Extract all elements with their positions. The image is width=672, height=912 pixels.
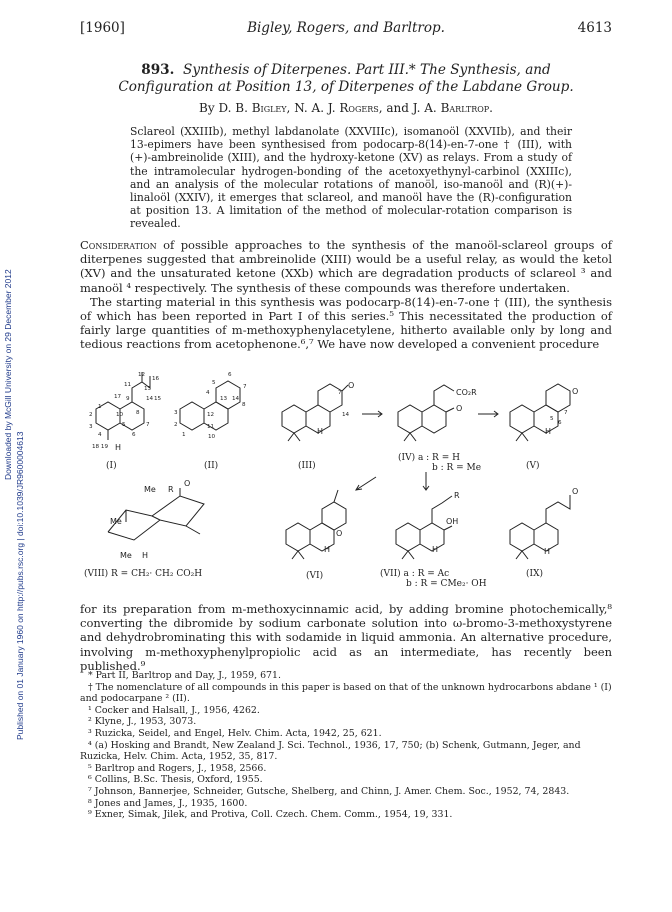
- locant: 3: [174, 410, 178, 416]
- paragraph-3: for its preparation from m-methoxycinnamic acid, by adding bromine photochemically,⁸ converting the dibromide by sodium carbonate solution into ω-bromo-3-methoxystyrene and dehydrobrominating this with sodamide in liquid ammonia. An alternative procedure, involving m-methoxyphenylpropiolic acid as an intermediate, has recently been published.⁹: [80, 602, 612, 673]
- atom-O-III: O: [348, 381, 355, 390]
- abstract: Sclareol (XXIIIb), methyl labdanolate (XXVIIIc), isomanoöl (XXVIIb), and their 13-epimers have been synthesised from podocarp-8(14)-en-7-one † (III), with (+)-ambreinolide (XIII), and the hydroxy-ketone (XV) as relays. From a study of the intramolecular hydrogen-bonding of the acetoxyethynyl-carbinol (XXIIIc), and an analysis of the molecular rotations of manoöl, iso-manoöl and (R)(+)-linaloöl (XXIV), it emerges that sclareol, and manoöl have the (R)-configuration at position 13. A limitation of the method of molecular-rotation comparison is revealed.: [130, 125, 572, 231]
- atom-Me-VIII-2: Me: [110, 517, 122, 526]
- structure-scheme: [80, 364, 612, 586]
- and-word: and: [386, 101, 409, 115]
- footnote: ⁹ Exner, Simak, Jilek, and Protiva, Coll. Czech. Chem. Comm., 1954, 19, 331.: [88, 809, 453, 821]
- atom-R-VIII: R: [168, 485, 174, 494]
- paragraph-1-lead: Consideration: [80, 238, 157, 252]
- locant: 8: [136, 410, 140, 416]
- locant: 10: [208, 434, 216, 440]
- label-IV-b: b : R = Me: [432, 463, 482, 473]
- locant: 12: [138, 372, 146, 378]
- locant: 7: [243, 384, 247, 390]
- atom-H-I: H: [115, 443, 122, 452]
- locant: 8: [242, 402, 246, 408]
- paragraph-2: The starting material in this synthesis was podocarp-8(14)-en-7-one † (III), the synthesis of which has been reported in Part I of this series.⁵ This necessitated the production of fairly large quantities of m-methoxyphenylacetylene, hitherto available only by long and tedious reactions from acetophenone.⁶,⁷ We have now developed a convenient procedure: [80, 294, 612, 352]
- locant: 6: [228, 372, 232, 378]
- locant: 14: [342, 412, 350, 418]
- author-2: Rogers: [339, 101, 379, 115]
- locant: 11: [124, 382, 132, 388]
- title-line-2: Configuration at Position 13, of Diterpenes of the Labdane Group.: [118, 79, 574, 95]
- label-IV-a: (IV) a : R = H: [398, 453, 460, 463]
- header-authors: Bigley, Rogers, and Barltrop.: [247, 20, 445, 36]
- footnotes: [80, 670, 612, 821]
- article-number: 893.: [141, 62, 175, 78]
- locant: 16: [152, 376, 160, 382]
- running-header: [80, 20, 612, 36]
- footnote: ² Klyne, J., 1953, 3073.: [88, 716, 197, 728]
- locant: 10: [116, 412, 124, 418]
- footnote: ⁷ Johnson, Bannerjee, Schneider, Gutsche, Shelberg, and Chinn, J. Amer. Chem. Soc., 1952, 74, 2843.: [88, 785, 570, 797]
- locant: 6: [558, 420, 562, 426]
- author-3-initials: J. A.: [412, 101, 437, 115]
- atom-Me-VIII: Me: [144, 485, 156, 494]
- article-title: [80, 62, 612, 96]
- locant: 11: [207, 424, 215, 430]
- label-I: (I): [106, 461, 117, 471]
- locant: 9: [126, 396, 130, 402]
- author-1: Bigley: [251, 101, 287, 115]
- atom-O-VI: O: [336, 529, 343, 538]
- atom-O-VIII: O: [184, 479, 191, 488]
- author-1-initials: D. B.: [218, 101, 248, 115]
- locant: 1: [182, 432, 186, 438]
- atom-H-VII: H: [432, 545, 439, 554]
- locant: 5: [550, 416, 554, 422]
- footnote: † The nomenclature of all compounds in this paper is based on that of the unknown hydrocarbons abdane ¹ (I) and podocarpane ² (II).: [80, 681, 612, 705]
- locant: 14: [146, 396, 154, 402]
- footnote: ⁸ Jones and James, J., 1935, 1600.: [88, 797, 248, 809]
- locant: 5: [122, 422, 126, 428]
- atom-O-IV: O: [456, 404, 463, 413]
- locant: 2: [89, 412, 93, 418]
- locant: 1: [98, 404, 102, 410]
- by-word: By: [199, 101, 215, 115]
- atom-O-IX: O: [572, 487, 579, 496]
- author-3: Barltrop.: [440, 101, 493, 115]
- atom-H-III: H: [317, 427, 324, 436]
- atom-OH-VII: OH: [446, 517, 459, 526]
- locant: 4: [206, 390, 210, 396]
- footnote: ¹ Cocker and Halsall, J., 1956, 4262.: [88, 704, 260, 716]
- structure-II: [180, 381, 240, 430]
- label-VII-a: (VII) a : R = Ac: [380, 569, 450, 579]
- label-VI: (VI): [306, 571, 324, 581]
- atom-Me-VIII-3: Me: [120, 551, 132, 560]
- locant: 5: [212, 380, 216, 386]
- locant: 18 19: [92, 444, 109, 450]
- label-IX: (IX): [526, 569, 543, 579]
- author-2-initials: N. A. J.: [294, 101, 336, 115]
- structure-VII: [396, 496, 452, 559]
- structure-I: [96, 372, 150, 440]
- structure-VIII: [108, 488, 204, 540]
- locant: 2: [174, 422, 178, 428]
- atom-CO2R-IV: CO₂R: [456, 388, 477, 397]
- locant: 7: [564, 410, 568, 416]
- atom-R-VII: R: [454, 491, 460, 500]
- footnote: ⁶ Collins, B.Sc. Thesis, Oxford, 1955.: [88, 774, 263, 786]
- structure-V: [510, 384, 570, 441]
- label-III: (III): [298, 461, 316, 471]
- label-VIII: (VIII) R = CH₂· CH₂ CO₂H: [84, 569, 203, 579]
- locant: 17: [114, 394, 122, 400]
- label-V: (V): [526, 461, 540, 471]
- locant: 15: [154, 396, 162, 402]
- locant: 12: [207, 412, 215, 418]
- locant: 13: [220, 396, 228, 402]
- body-text-lower: [80, 602, 612, 673]
- label-II: (II): [204, 461, 219, 471]
- side-margin-notice: [3, 180, 25, 740]
- locant: 7: [338, 390, 342, 396]
- locant: 6: [132, 432, 136, 438]
- locant: 7: [146, 422, 150, 428]
- locant: 13: [144, 386, 152, 392]
- footnote: * Part II, Barltrop and Day, J., 1959, 671.: [88, 670, 281, 681]
- label-VII-b: b : R = CMe₂· OH: [406, 579, 487, 586]
- body-text-upper: [80, 238, 612, 352]
- atom-O-V: O: [572, 387, 579, 396]
- atom-H-IX: H: [544, 547, 551, 556]
- published-notice: Published on 01 January 1960 on http://pubs.rsc.org | doi:10.1039/JR9600004613: [15, 431, 25, 740]
- atom-H-VIII: H: [142, 551, 149, 560]
- author-line: By D. B. Bigley, N. A. J. Rogers, and J. A. Barltrop.: [199, 101, 493, 115]
- footnote: ⁴ (a) Hosking and Brandt, New Zealand J. Sci. Technol., 1936, 17, 750; (b) Schenk, Gutmann, Jeger, and Ruzicka, Helv. Chim. Acta, 1952, 35, 817.: [80, 739, 581, 763]
- header-page-number: 4613: [577, 20, 612, 36]
- footnote: ⁵ Barltrop and Rogers, J., 1958, 2566.: [88, 762, 267, 774]
- structure-VI: [286, 490, 346, 559]
- structure-IV: [398, 385, 454, 441]
- locant: 14: [232, 396, 240, 402]
- locant: 4: [98, 432, 102, 438]
- atom-H-V: H: [545, 427, 552, 436]
- locant: 3: [89, 424, 93, 430]
- structure-IX: [510, 495, 570, 559]
- paragraph-1: [80, 238, 612, 295]
- atom-H-VI: H: [324, 545, 331, 554]
- header-year: [1960]: [80, 20, 125, 36]
- footnote: ³ Ruzicka, Seidel, and Engel, Helv. Chim. Acta, 1942, 25, 621.: [88, 727, 382, 739]
- title-line-1: Synthesis of Diterpenes. Part III.* The Synthesis, and: [183, 62, 551, 78]
- downloaded-notice: Downloaded by McGill University on 29 December 2012: [3, 269, 13, 480]
- paragraph-1-text: of possible approaches to the synthesis of the manoöl-sclareol groups of diterpenes suggested that ambreinolide (XIII) would be a useful relay, as would the ketol (XV) and the unsaturated ketone (XXb) which are degradation products of sclareol ³ and manoöl ⁴ respectively. The synthesis of these compounds was therefore undertaken.: [80, 238, 612, 295]
